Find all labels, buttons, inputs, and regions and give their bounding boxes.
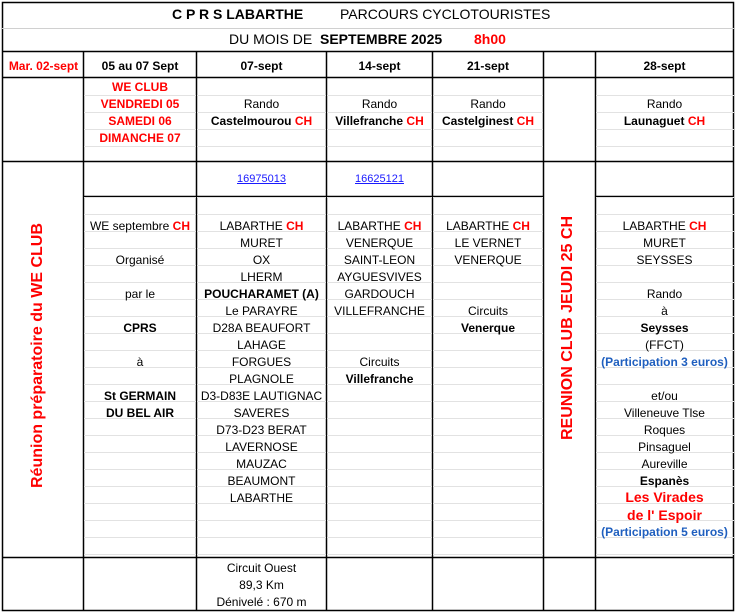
route-waypoint: Le PARAYRE bbox=[225, 304, 298, 318]
rando-town: Launaguet bbox=[623, 114, 685, 128]
circuit-label: Circuits bbox=[359, 355, 400, 369]
circuit-name: Circuit Ouest bbox=[226, 561, 297, 575]
vertical-label-reunion-preparatoire: Réunion préparatoire du WE CLUB bbox=[29, 223, 46, 488]
route-waypoint: BEAUMONT bbox=[227, 474, 296, 488]
rando-seysses-line: Seysses bbox=[640, 321, 689, 335]
route-waypoint: SAINT-LEON bbox=[343, 253, 416, 267]
rando-seysses-line: Rando bbox=[646, 287, 683, 301]
route-waypoint: LE VERNET bbox=[454, 236, 522, 250]
route-waypoint: MAUZAC bbox=[236, 457, 287, 471]
route-waypoint: VENERQUE bbox=[345, 236, 414, 250]
rando-location bbox=[596, 113, 733, 130]
month-label: SEPTEMBRE 2025 bbox=[320, 31, 443, 47]
route-town: LABARTHE bbox=[337, 219, 401, 233]
route-waypoint: LHERM bbox=[240, 270, 283, 284]
we-detail-line: par le bbox=[124, 287, 156, 301]
start-time: 8h00 bbox=[474, 31, 506, 47]
column-header-0: Mar. 02-sept bbox=[8, 59, 79, 73]
ch-tag: CH bbox=[687, 114, 706, 128]
alternative-waypoint: Espanès bbox=[639, 474, 690, 488]
route-waypoint: SAVERES bbox=[233, 406, 290, 420]
alternative-waypoint: Aureville bbox=[641, 457, 688, 471]
rando-town: Villefranche bbox=[335, 114, 404, 128]
route-waypoint: D3-D83E LAUTIGNAC bbox=[200, 389, 323, 403]
rando-seysses-line: à bbox=[661, 304, 668, 318]
month-prefix: DU MOIS DE bbox=[229, 31, 313, 47]
route-waypoint: PLAGNOLE bbox=[229, 372, 294, 386]
route-town: LABARTHE bbox=[219, 219, 283, 233]
rando-label: Rando bbox=[646, 97, 683, 111]
participation-note-2: (Participation 5 euros) bbox=[601, 525, 728, 539]
column-header-5: 28-sept bbox=[643, 59, 686, 73]
ch-tag: CH bbox=[400, 219, 422, 233]
we-club-title: WE CLUB bbox=[112, 80, 168, 94]
route-waypoint: LAHAGE bbox=[237, 338, 286, 352]
alternative-waypoint: et/ou bbox=[651, 389, 678, 403]
column-header-1: 05 au 07 Sept bbox=[101, 59, 179, 73]
rando-town: Castelmourou bbox=[210, 114, 292, 128]
ch-tag: CH bbox=[294, 114, 313, 128]
rando-label: Rando bbox=[243, 97, 280, 111]
rando-label: Rando bbox=[470, 97, 506, 111]
rando-seysses-line: (FFCT) bbox=[645, 338, 684, 352]
route-waypoint: D73-D23 BERAT bbox=[216, 423, 307, 437]
we-septembre-text: WE septembre bbox=[89, 219, 170, 233]
circuit-elevation: Dénivelé : 670 m bbox=[216, 595, 307, 609]
ch-tag: CH bbox=[172, 219, 191, 233]
circuit-town: Venerque bbox=[460, 321, 516, 335]
route-waypoint: SEYSSES bbox=[636, 253, 693, 267]
route-waypoint: VENERQUE bbox=[454, 253, 522, 267]
route-waypoint: D28A BEAUFORT bbox=[212, 321, 311, 335]
participation-note-1: (Participation 3 euros) bbox=[601, 355, 728, 369]
alternative-waypoint: Pinsaguel bbox=[638, 440, 691, 454]
rando-label: Rando bbox=[361, 97, 398, 111]
we-club-day-3: DIMANCHE 07 bbox=[99, 131, 181, 145]
alternative-waypoint: Roques bbox=[643, 423, 686, 437]
we-septembre-label bbox=[84, 218, 196, 235]
club-name: C P R S LABARTHE bbox=[172, 6, 304, 22]
route-waypoint: GARDOUCH bbox=[344, 287, 415, 301]
circuit-label: Circuits bbox=[467, 304, 508, 318]
vertical-label-reunion-club: REUNION CLUB JEUDI 25 CH bbox=[559, 215, 576, 441]
ch-tag: CH bbox=[685, 219, 707, 233]
route-start bbox=[596, 218, 733, 235]
route-start bbox=[197, 218, 326, 235]
route-waypoint: LABARTHE bbox=[229, 491, 294, 505]
route-town: LABARTHE bbox=[446, 219, 510, 233]
route-start bbox=[433, 218, 543, 235]
route-waypoint: AYGUESVIVES bbox=[337, 270, 422, 284]
ch-tag: CH bbox=[282, 219, 304, 233]
we-detail-line: à bbox=[136, 355, 144, 369]
rando-location bbox=[327, 113, 432, 130]
route-waypoint: POUCHARAMET (A) bbox=[204, 287, 319, 301]
route-waypoint: MURET bbox=[240, 236, 283, 250]
route-link-16625121[interactable]: 16625121 bbox=[355, 173, 404, 185]
route-waypoint: VILLEFRANCHE bbox=[334, 304, 425, 318]
page-subtitle: PARCOURS CYCLOTOURISTES bbox=[340, 6, 551, 22]
virades-title-1: Les Virades bbox=[625, 489, 704, 505]
route-waypoint: FORGUES bbox=[231, 355, 292, 369]
rando-location bbox=[433, 113, 543, 130]
route-waypoint: OX bbox=[252, 253, 271, 267]
route-waypoint: MURET bbox=[643, 236, 686, 250]
we-detail-line: Organisé bbox=[115, 253, 165, 267]
route-town: LABARTHE bbox=[622, 219, 686, 233]
ch-tag: CH bbox=[406, 114, 424, 128]
we-detail-line: St GERMAIN bbox=[104, 389, 176, 403]
route-link-16975013[interactable]: 16975013 bbox=[237, 173, 286, 185]
ch-tag: CH bbox=[516, 114, 535, 128]
column-header-3: 14-sept bbox=[358, 59, 401, 73]
we-detail-line: CPRS bbox=[123, 321, 157, 335]
rando-town: Castelginest bbox=[441, 114, 514, 128]
circuit-distance: 89,3 Km bbox=[239, 578, 284, 592]
we-detail-line: DU BEL AIR bbox=[105, 406, 174, 420]
column-header-2: 07-sept bbox=[240, 59, 283, 73]
circuit-town: Villefranche bbox=[345, 372, 414, 386]
route-start bbox=[327, 218, 432, 235]
ch-tag: CH bbox=[509, 219, 530, 233]
we-club-day-1: VENDREDI 05 bbox=[100, 97, 180, 111]
column-header-4: 21-sept bbox=[466, 59, 510, 73]
alternative-waypoint: Villeneuve Tlse bbox=[624, 406, 705, 420]
virades-title-2: de l' Espoir bbox=[627, 507, 702, 523]
route-waypoint: LAVERNOSE bbox=[225, 440, 298, 454]
we-club-day-2: SAMEDI 06 bbox=[108, 114, 172, 128]
rando-location bbox=[197, 113, 326, 130]
